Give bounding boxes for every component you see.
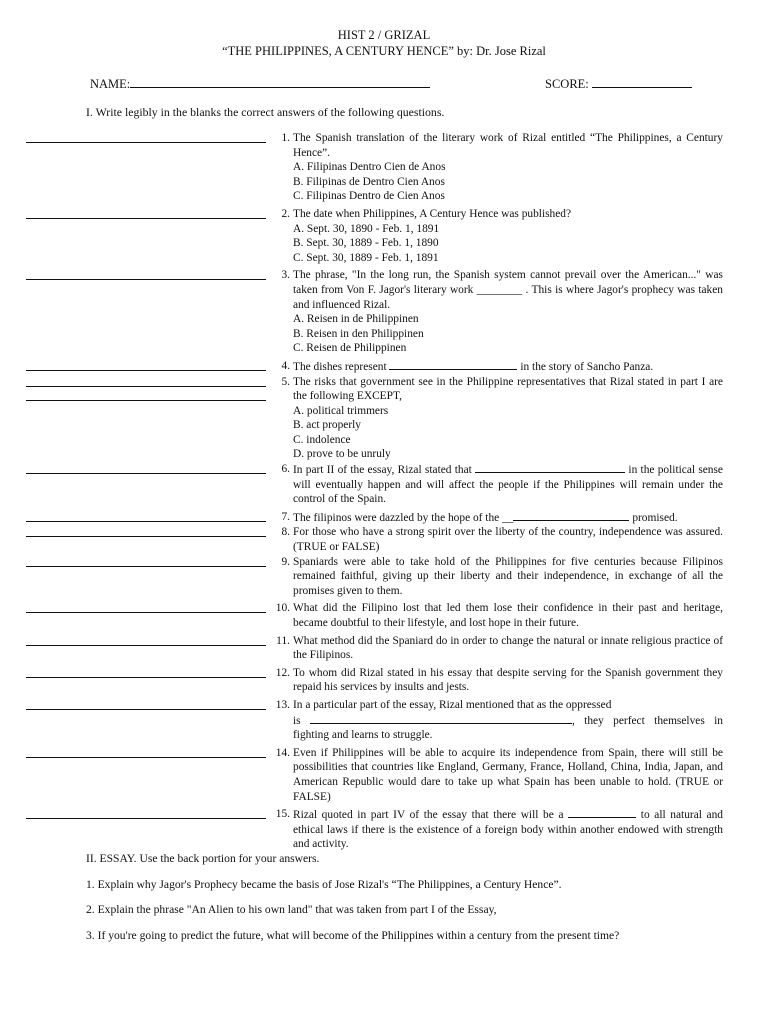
answer-option: C. Sept. 30, 1889 - Feb. 1, 1891: [293, 251, 439, 264]
essay-item: 2. Explain the phrase "An Alien to his own land" that was taken from part I of the Essay,: [86, 903, 497, 916]
question-text: In a particular part of the essay, Rizal mentioned that as the oppressed: [293, 698, 612, 711]
score-label: SCORE:: [545, 77, 589, 91]
answer-option: D. prove to be unruly: [293, 448, 391, 461]
question-item: [0, 359, 768, 375]
question-text: In part II of the essay, Rizal stated that in the political sense will eventually happen and will affect the people if the Philippines will remain under the control of the Spain.: [293, 464, 723, 506]
question-text: Even if Philippines will be able to acquire its independence from Spain, there will still be possibilities that countries like England, Germany, France, Holland, China, India, Japan, and American Republic would dare to take up what Spain has been unable to hold. (TRUE or FALSE): [293, 746, 723, 803]
score-blank[interactable]: [592, 75, 692, 88]
answer-blank[interactable]: [26, 555, 266, 567]
answer-blank[interactable]: [26, 359, 266, 371]
question-text: To whom did Rizal stated in his essay that despite serving for the Spanish government they repaid his services by insults and jests.: [293, 666, 723, 694]
answer-option: B. act properly: [293, 419, 362, 432]
answer-blank[interactable]: [26, 207, 266, 219]
part1-instruction: I. Write legibly in the blanks the correct answers of the following questions.: [86, 105, 445, 119]
answer-blank[interactable]: [26, 634, 266, 646]
course-code: HIST 2 / GRIZAL: [337, 28, 431, 42]
answer-blank[interactable]: [26, 131, 266, 143]
question-item: [0, 698, 768, 743]
question-item: [0, 807, 768, 852]
answer-blank[interactable]: [26, 510, 266, 522]
question-number: 15.: [275, 808, 290, 821]
question-item: [0, 131, 768, 204]
answer-blank[interactable]: [26, 746, 266, 758]
question-item: [0, 268, 768, 356]
question-item: [0, 555, 768, 599]
part2-instruction: II. ESSAY. Use the back portion for your answers.: [86, 852, 320, 865]
question-item: [0, 525, 768, 554]
answer-blank[interactable]: [26, 375, 266, 387]
answer-blank[interactable]: [26, 268, 266, 280]
essay-item: 3. If you're going to predict the future, what will become of the Philippines within a century from the present time?: [86, 929, 620, 942]
question-text: The risks that government see in the Philippine representatives that Rizal stated in part I are the following EXCEPT,: [293, 375, 723, 403]
answer-blank[interactable]: [26, 698, 266, 710]
question-item: [0, 746, 768, 804]
answer-blank[interactable]: [26, 807, 266, 819]
question-text: is , they perfect themselves in fighting and learns to struggle.: [293, 714, 723, 742]
question-number: 7.: [281, 510, 290, 523]
question-item: [0, 375, 768, 463]
question-text: For those who have a strong spirit over the liberty of the country, independence was assured. (TRUE or FALSE): [293, 526, 723, 554]
answer-option: B. Sept. 30, 1889 - Feb. 1, 1890: [293, 237, 439, 250]
question-number: 2.: [281, 207, 290, 220]
answer-option: A. Filipinas Dentro Cien de Anos: [293, 161, 446, 174]
question-item: [0, 666, 768, 695]
question-number: 1.: [281, 132, 290, 144]
question-text: The Spanish translation of the literary work of Rizal entitled “The Philippines, a Century Hence”.: [293, 132, 723, 159]
answer-option: A. Sept. 30, 1890 - Feb. 1, 1891: [293, 222, 440, 235]
inline-blank[interactable]: [513, 510, 629, 521]
question-text: Spaniards were able to take hold of the Philippines for five centuries because Filipinos remained faithful, giving up their liberty and their independence, in exchange of all the promises given to them.: [293, 555, 723, 597]
answer-blank[interactable]: [26, 601, 266, 613]
question-number: 12.: [275, 666, 290, 679]
answer-option: A. political trimmers: [293, 404, 389, 417]
question-number: 10.: [275, 602, 290, 615]
answer-option: B. Reisen in den Philippinen: [293, 327, 424, 340]
answer-option: C. Filipinas Dentro de Cien Anos: [293, 190, 445, 203]
inline-blank[interactable]: [475, 462, 625, 473]
question-item: [0, 207, 768, 265]
inline-blank[interactable]: [310, 713, 572, 724]
question-number: 5.: [281, 375, 290, 388]
answer-option: C. Reisen de Philippinen: [293, 342, 407, 355]
question-number: 13.: [275, 698, 290, 711]
question-number: 14.: [275, 746, 290, 759]
question-text: The filipinos were dazzled by the hope of the __ promised.: [293, 511, 678, 524]
inline-blank[interactable]: [568, 807, 636, 818]
answer-option: A. Reisen in de Philippinen: [293, 313, 419, 326]
answer-option: B. Filipinas de Dentro Cien Anos: [293, 175, 445, 188]
question-number: 8.: [281, 526, 290, 539]
question-item: [0, 510, 768, 526]
name-field[interactable]: [90, 75, 430, 92]
answer-blank[interactable]: [26, 389, 266, 401]
question-text: The phrase, "In the long run, the Spanish system cannot prevail over the American..." was taken from Von F. Jagor's literary work ________ . This is where Jagor's prophecy was taken and influenced Rizal.: [293, 269, 723, 311]
question-number: 6.: [281, 463, 290, 476]
question-text: What method did the Spaniard do in order to change the natural or innate religious practice of the Filipinos.: [293, 634, 723, 662]
question-text: Rizal quoted in part IV of the essay that there will be a to all natural and ethical laws if there is the existence of a foreign body within another endowed with strength and activity.: [293, 809, 723, 851]
question-number: 4.: [281, 359, 290, 372]
question-number: 3.: [281, 269, 290, 282]
answer-blank[interactable]: [26, 666, 266, 678]
question-text: The dishes represent in the story of Sancho Panza.: [293, 360, 654, 373]
question-number: 11.: [276, 634, 290, 647]
inline-blank[interactable]: [389, 359, 517, 370]
essay-item: 1. Explain why Jagor's Prophecy became the basis of Jose Rizal's “The Philippines, a Century Hence”.: [86, 878, 562, 891]
answer-option: C. indolence: [293, 433, 351, 446]
answer-blank[interactable]: [26, 525, 266, 537]
question-item: [0, 601, 768, 630]
question-item: [0, 634, 768, 663]
question-text: What did the Filipino lost that led them lose their confidence in their past and heritage, became doubtful to their lifestyle, and lost hope in their future.: [293, 602, 723, 629]
question-number: 9.: [281, 555, 290, 568]
question-list: [0, 131, 768, 852]
question-text: The date when Philippines, A Century Hence was published?: [293, 207, 572, 220]
answer-blank[interactable]: [26, 462, 266, 474]
page-title: “THE PHILIPPINES, A CENTURY HENCE” by: Dr. Jose Rizal: [222, 44, 546, 58]
question-item: [0, 462, 768, 507]
name-label: NAME:: [90, 77, 131, 91]
score-field[interactable]: [545, 75, 692, 92]
name-blank[interactable]: [130, 75, 430, 88]
